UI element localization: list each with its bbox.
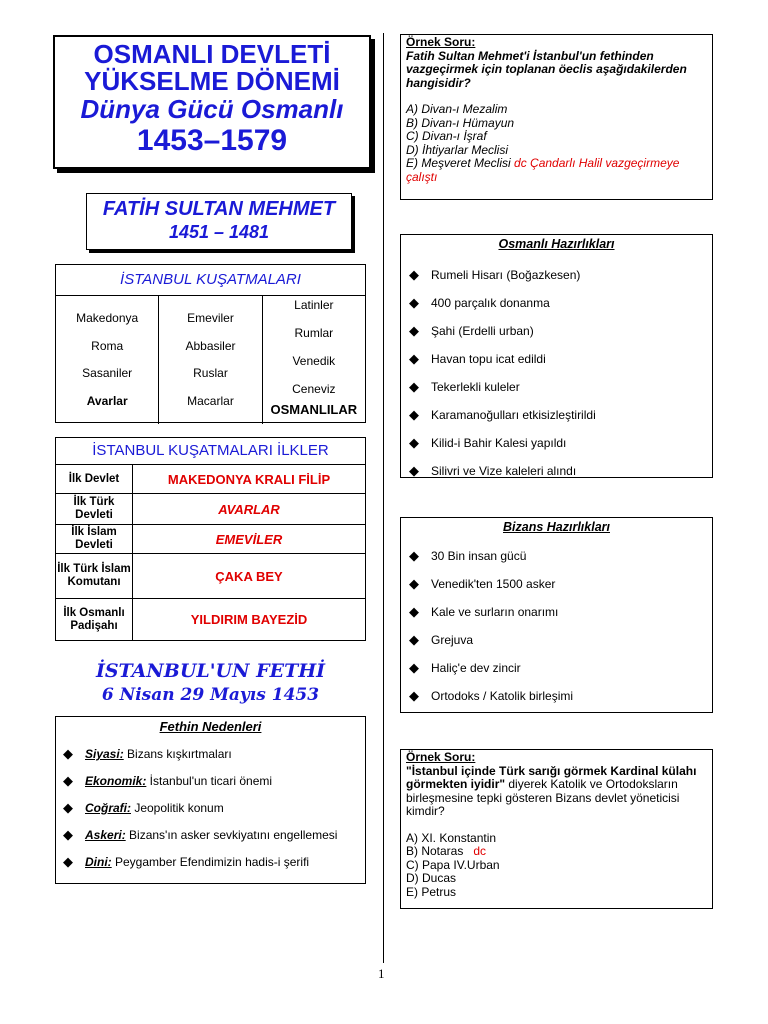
firsts-key: İlk İslam Devleti — [56, 525, 133, 553]
question-option: D) İhtiyarlar Meclisi — [406, 142, 509, 157]
title-line-1: OSMANLI DEVLETİ — [93, 39, 331, 69]
list-item-text: Tekerlekli kuleler — [431, 380, 520, 394]
siege-item: Roma — [91, 338, 124, 353]
column-divider — [383, 33, 384, 963]
sample-question-2 — [400, 749, 713, 909]
question-option: A) XI. Konstantin — [406, 830, 497, 845]
question-text: diyerek Katolik ve Ortodoksların birleşmesine tepki gösteren Bizans devlet yöneticisi kimdir? — [406, 777, 680, 818]
list-item — [409, 457, 712, 485]
page-number: 1 — [378, 966, 385, 981]
list-item — [409, 373, 712, 401]
reason-text: Bizans'ın asker sevkiyatını engellemesi — [125, 828, 338, 842]
siege-item: Venedik — [292, 354, 336, 368]
firsts-row — [56, 494, 365, 525]
list-item — [409, 289, 712, 317]
list-item — [409, 598, 712, 626]
sieges-col-2 — [159, 296, 262, 424]
sample-question-1 — [400, 34, 713, 200]
firsts-value: AVARLAR — [218, 501, 280, 517]
reasons-header: Fethin Nedenleri — [159, 719, 262, 734]
diamond-bullet-icon: ◆ — [409, 323, 419, 338]
answer-note: dc Çandarlı Halil vazgeçirmeye çalıştı — [406, 156, 680, 184]
siege-item-highlight: OSMANLILAR — [270, 402, 358, 417]
answer-note: dc — [473, 844, 487, 858]
list-item — [409, 429, 712, 457]
diamond-bullet-icon: ◆ — [409, 604, 419, 619]
diamond-bullet-icon: ◆ — [409, 351, 419, 366]
diamond-bullet-icon: ◆ — [63, 773, 73, 788]
siege-item: Emeviler — [187, 311, 234, 325]
siege-item: Rumlar — [294, 326, 334, 340]
diamond-bullet-icon: ◆ — [409, 576, 419, 591]
title-box — [53, 35, 371, 169]
firsts-row — [56, 465, 365, 494]
list-item-text: 400 parçalık donanma — [431, 296, 550, 310]
question-option: A) Divan-ı Mezalim — [406, 102, 508, 116]
question-quote: "İstanbul içinde Türk sarığı görmek Kardinal külahı görmekten iyidir" — [406, 763, 697, 791]
reason-label: Ekonomik: — [85, 774, 147, 788]
list-item — [63, 801, 365, 815]
siege-item: Ruslar — [193, 366, 228, 380]
list-item — [409, 626, 712, 654]
diamond-bullet-icon: ◆ — [409, 660, 419, 675]
title-line-2: YÜKSELME DÖNEMİ — [84, 66, 340, 97]
sieges-col-3 — [263, 296, 365, 424]
list-item-text: Kilid-i Bahir Kalesi yapıldı — [431, 436, 567, 450]
sieges-table — [55, 264, 366, 423]
question-text: Fatih Sultan Mehmet'i İstanbul'un fethinden vazgeçirmek için toplanan öeclis aşağıdakilerden hangisidir? — [406, 48, 687, 90]
conquest-dates: 6 Nisan 29 Mayıs 1453 — [101, 685, 320, 705]
ottoman-prep-header: Osmanlı Hazırlıkları — [498, 237, 615, 251]
siege-item: Abbasiler — [185, 338, 236, 353]
list-item — [63, 747, 365, 761]
diamond-bullet-icon: ◆ — [63, 827, 73, 842]
sultan-years: 1451 – 1481 — [168, 222, 270, 242]
diamond-bullet-icon: ◆ — [409, 435, 419, 450]
siege-item: Macarlar — [187, 393, 234, 408]
firsts-value: EMEVİLER — [215, 531, 283, 547]
firsts-table — [55, 437, 366, 641]
firsts-key: İlk Devlet — [56, 465, 133, 493]
list-item — [409, 401, 712, 429]
list-item-text: 30 Bin insan gücü — [431, 549, 527, 563]
diamond-bullet-icon: ◆ — [409, 688, 419, 703]
firsts-key: İlk Osmanlı Padişahı — [56, 599, 133, 640]
firsts-key: İlk Türk Devleti — [56, 494, 133, 524]
question-option: C) Papa IV.Urban — [406, 857, 500, 872]
question-option: E) Petrus — [406, 884, 457, 899]
diamond-bullet-icon: ◆ — [63, 746, 73, 761]
list-item-text: Rumeli Hisarı (Boğazkesen) — [431, 268, 581, 282]
diamond-bullet-icon: ◆ — [409, 463, 419, 478]
list-item — [63, 855, 365, 869]
question-option: B) Divan-ı Hümayun — [406, 115, 515, 130]
reason-text: Peygamber Efendimizin hadis-i şerifi — [111, 855, 310, 869]
list-item — [409, 682, 712, 710]
siege-item: Sasaniler — [82, 366, 133, 380]
diamond-bullet-icon: ◆ — [63, 854, 73, 869]
firsts-header: İSTANBUL KUŞATMALARI İLKLER — [56, 438, 365, 465]
firsts-value: ÇAKA BEY — [215, 568, 283, 584]
siege-item: Ceneviz — [292, 382, 336, 396]
byzantine-preparations-box — [400, 517, 713, 713]
conquest-heading — [55, 660, 366, 705]
diamond-bullet-icon: ◆ — [409, 379, 419, 394]
sultan-name: FATİH SULTAN MEHMET — [102, 198, 336, 220]
list-item-text: Kale ve surların onarımı — [431, 605, 559, 619]
reasons-box — [55, 716, 366, 884]
reason-text: Bizans kışkırtmaları — [123, 747, 232, 761]
list-item-text: Grejuva — [431, 633, 474, 647]
firsts-value: YILDIRIM BAYEZİD — [190, 612, 308, 627]
sultan-box — [86, 193, 352, 250]
list-item-text: Haliç'e dev zincir — [431, 661, 521, 675]
list-item — [409, 317, 712, 345]
ottoman-preparations-box — [400, 234, 713, 478]
list-item-text: Havan topu icat edildi — [431, 352, 546, 366]
sieges-header: İSTANBUL KUŞATMALARI — [56, 265, 365, 296]
diamond-bullet-icon: ◆ — [409, 295, 419, 310]
list-item-text: Silivri ve Vize kaleleri alındı — [431, 464, 577, 478]
list-item-text: Venedik'ten 1500 asker — [431, 577, 556, 591]
firsts-value: MAKEDONYA KRALI FİLİP — [167, 471, 331, 487]
list-item — [409, 542, 712, 570]
reason-label: Dini: — [85, 855, 112, 869]
diamond-bullet-icon: ◆ — [409, 267, 419, 282]
list-item — [409, 570, 712, 598]
reason-text: İstanbul'un ticari önemi — [146, 774, 273, 788]
diamond-bullet-icon: ◆ — [63, 800, 73, 815]
list-item — [63, 774, 365, 788]
question-heading: Örnek Soru: — [406, 35, 476, 49]
list-item — [63, 828, 365, 842]
reason-label: Askeri: — [85, 828, 126, 842]
title-line-4: 1453–1579 — [136, 123, 288, 157]
question-option: E) Meşveret Meclisi — [406, 156, 515, 170]
list-item — [409, 261, 712, 289]
firsts-row — [56, 525, 365, 554]
question-option: B) Notaras — [406, 844, 474, 858]
siege-item: Makedonya — [76, 311, 139, 325]
list-item-text: Ortodoks / Katolik birleşimi — [431, 689, 574, 703]
question-option: C) Divan-ı İşraf — [406, 129, 487, 143]
conquest-title: İSTANBUL'UN FETHİ — [95, 660, 326, 682]
byzantine-prep-header: Bizans Hazırlıkları — [503, 520, 610, 534]
siege-item: Latinler — [294, 298, 334, 312]
firsts-row — [56, 599, 365, 640]
reason-label: Coğrafi: — [85, 801, 131, 815]
firsts-row — [56, 554, 365, 599]
list-item — [409, 654, 712, 682]
list-item-text: Şahi (Erdelli urban) — [431, 324, 534, 338]
question-heading: Örnek Soru: — [406, 750, 476, 764]
siege-item: Avarlar — [86, 393, 128, 408]
sieges-col-1 — [56, 296, 159, 424]
diamond-bullet-icon: ◆ — [409, 407, 419, 422]
title-line-3: Dünya Gücü Osmanlı — [80, 93, 344, 124]
firsts-key: İlk Türk İslam Komutanı — [56, 554, 133, 598]
diamond-bullet-icon: ◆ — [409, 548, 419, 563]
diamond-bullet-icon: ◆ — [409, 632, 419, 647]
list-item — [409, 345, 712, 373]
reason-text: Jeopolitik konum — [131, 801, 224, 815]
question-option: D) Ducas — [406, 871, 457, 885]
list-item-text: Karamanoğulları etkisizleştirildi — [431, 408, 596, 422]
reason-label: Siyasi: — [85, 747, 124, 761]
